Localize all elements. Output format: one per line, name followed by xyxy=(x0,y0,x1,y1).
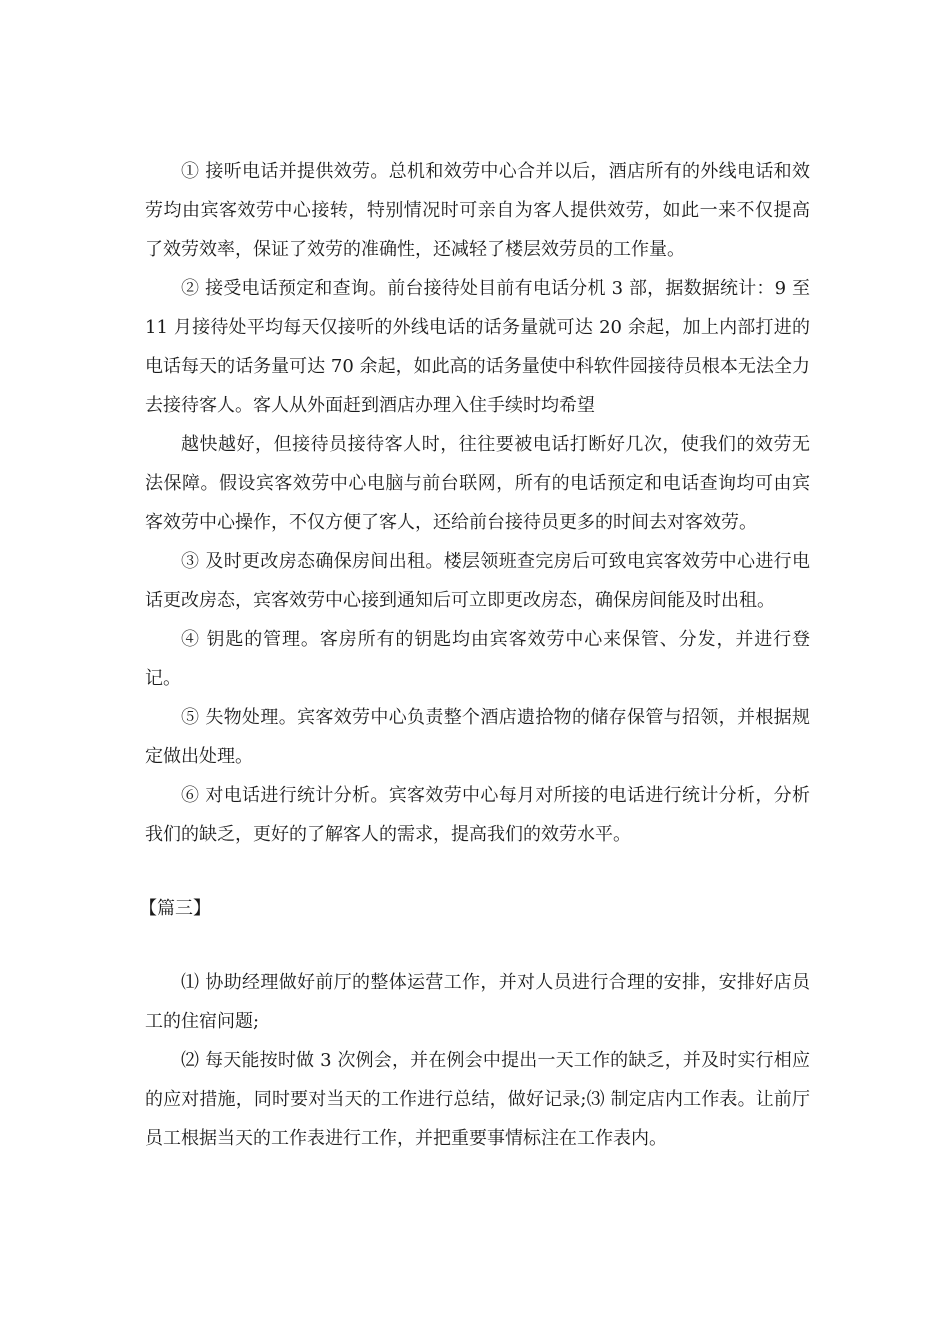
paragraph-room-status: ③ 及时更改房态确保房间出租。楼层领班查完房后可致电宾客效劳中心进行电话更改房态，宾客效劳中心接到通知后可立即更改房态，确保房间能及时出租。 xyxy=(145,551,810,611)
paragraph-lost-and-found: ⑤ 失物处理。宾客效劳中心负责整个酒店遗拾物的储存保管与招领，并根据规定做出处理。 xyxy=(145,707,810,767)
paragraph-key-management: ④ 钥匙的管理。客房所有的钥匙均由宾客效劳中心来保管、分发，并进行登记。 xyxy=(145,629,810,689)
paragraph-assist-manager: ⑴ 协助经理做好前厅的整体运营工作，并对人员进行合理的安排，安排好店员工的住宿问题; xyxy=(145,972,810,1032)
paragraph-answer-phone: ① 接听电话并提供效劳。总机和效劳中心合并以后，酒店所有的外线电话和效劳均由宾客效劳中心接转，特别情况时可亲自为客人提供效劳，如此一来不仅提高了效劳效率，保证了效劳的准确性，还减轻了楼层效劳员的工作量。 xyxy=(145,161,810,260)
section-heading: 【篇三】 xyxy=(139,898,211,919)
document-page xyxy=(139,152,810,1158)
paragraph-booking-continued: 越快越好，但接待员接待客人时，往往要被电话打断好几次，使我们的效劳无法保障。假设宾客效劳中心电脑与前台联网，所有的电话预定和电话查询均可由宾客效劳中心操作，不仅方便了客人，还给前台接待员更多的时间去对客效劳。 xyxy=(145,434,810,533)
paragraph-daily-meetings: ⑵ 每天能按时做 3 次例会，并在例会中提出一天工作的缺乏，并及时实行相应的应对措施，同时要对当天的工作进行总结，做好记录;⑶ 制定店内工作表。让前厅员工根据当天的工作表进行工作，并把重要事情标注在工作表内。 xyxy=(145,1050,810,1149)
paragraph-call-statistics: ⑥ 对电话进行统计分析。宾客效劳中心每月对所接的电话进行统计分析，分析我们的缺乏，更好的了解客人的需求，提高我们的效劳水平。 xyxy=(145,785,810,845)
paragraph-phone-booking: ② 接受电话预定和查询。前台接待处目前有电话分机 3 部，据数据统计：9 至 11 月接待处平均每天仅接听的外线电话的话务量就可达 20 余起，加上内部打进的电话每天的话务量可达 70 余起，如此高的话务量使中科软件园接待员根本无法全力去接待客人。客人从外面赶到酒店办理入住手续时均希望 xyxy=(145,278,810,416)
